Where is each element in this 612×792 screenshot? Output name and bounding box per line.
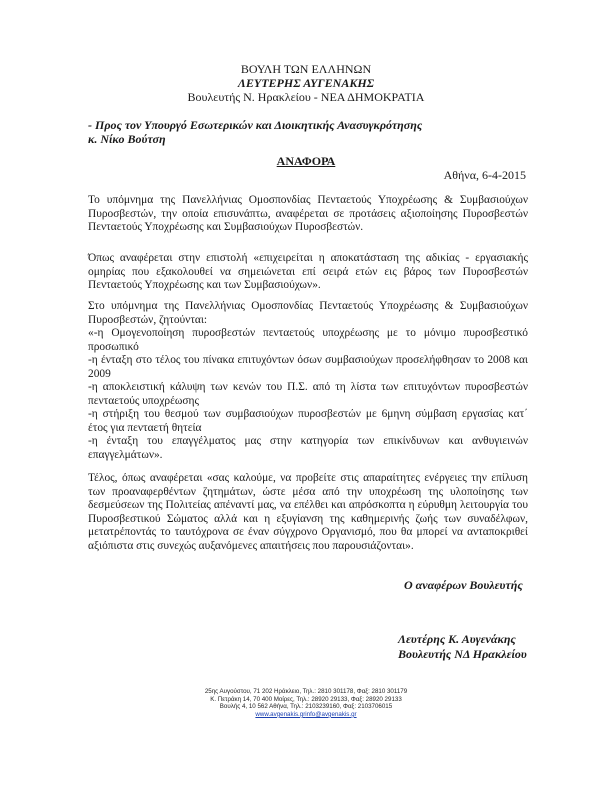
- paragraph-3-intro: Στο υπόμνημα της Πανελλήνιας Ομοσπονδίας Πενταετούς Υποχρέωσης & Συμβασιούχων Πυροσβεστών, ζητούνται:: [88, 300, 528, 326]
- footer-links: [0, 711, 612, 719]
- header-parliament: ΒΟΥΛΗ ΤΩΝ ΕΛΛΗΝΩΝ: [240, 62, 372, 76]
- footer: [0, 688, 612, 718]
- header-mp-name: ΛΕΥΤΕΡΗΣ ΑΥΓΕΝΑΚΗΣ: [237, 76, 375, 90]
- paragraph-4-text: Τέλος, όπως αναφέρεται «σας καλούμε, να προβείτε στις απαραίτητες ενέργειες την επίλυση των προαναφερθέντων ζητημάτων, ώστε μέσα από την υποχρέωση της υλοποίησης των δεσμεύσεων της Πολιτείας απέναντί μας, να επέλθει και απρόσκοπτα η εύρυθμη λειτουργία του Πυροσβεστικού Σώματος αλλά και η εξυγίανση της καθημερινής ζωής των συναδέλφων, μετατρέποντάς το ταυτόχρονα σε έναν σύγχρονο Οργανισμό, που θα μπορεί να ανταποκριθεί αξιόπιστα στις συνεχώς αυξανόμενες απαιτήσεις που παρουσιάζονται».: [88, 472, 528, 552]
- paragraph-2: [88, 252, 528, 293]
- footer-address-athens: Βουλής 4, 10 562 Αθήνα, Τηλ.: 2103239160, Φαξ: 2103706015: [219, 703, 393, 711]
- request-item-3: -η αποκλειστική κάλυψη των κενών του Π.Σ. από τη λίστα των επιτυχόντων πυροσβεστών πενταετούς υποχρέωσης: [88, 381, 528, 407]
- email-link[interactable]: info@avgenakis.gr: [305, 710, 357, 718]
- paragraph-1: [88, 194, 528, 235]
- paragraph-3: [88, 300, 528, 462]
- request-item-5: -η ένταξη του επαγγέλματος μας στην κατηγορία των επικίνδυνων και ανθυγιεινών επαγγελμάτων».: [88, 435, 528, 461]
- request-item-1: «-η Ομογενοποίηση πυροσβεστών πενταετούς υποχρέωσης με το μόνιμο πυροσβεστικό προσωπικό: [88, 327, 528, 353]
- recipient: [88, 118, 422, 146]
- closing-line: Ο αναφέρων Βουλευτής: [404, 578, 523, 592]
- signature-name: Λευτέρης Κ. Αυγενάκης: [398, 632, 516, 646]
- document-date: Αθήνα, 6-4-2015: [443, 168, 526, 182]
- paragraph-4: [88, 472, 528, 553]
- paragraph-2-text: Όπως αναφέρεται στην επιστολή «επιχειρείται η αποκατάσταση της αδικίας - εργασιακής ομηρίας που εξακολουθεί να σημειώνεται επί σειρά ετών εις βάρος των Πυροσβεστών Πενταετούς Υποχρέωσης και των Συμβασιούχων».: [88, 252, 528, 291]
- signature-block: [398, 632, 527, 661]
- signature-role: Βουλευτής ΝΔ Ηρακλείου: [398, 646, 527, 661]
- recipient-line-2: κ. Νίκο Βούτση: [88, 132, 166, 146]
- request-item-4: -η στήριξη του θεσμού των συμβασιούχων πυροσβεστών με 6μηνη σύμβαση εργασίας κατ΄ έτος για πενταετή θητεία: [88, 408, 528, 434]
- request-item-2: -η ένταξη στο τέλος του πίνακα επιτυχόντων όσων συμβασιούχων προσελήφθησαν το 2008 και 2009: [88, 354, 528, 380]
- footer-address-moires: Κ. Πετράκη 14, 70 400 Μοίρες, Τηλ.: 28920 29133, Φαξ: 28920 29133: [210, 695, 402, 703]
- website-link[interactable]: www.avgenakis.gr: [255, 710, 306, 718]
- recipient-line-1: - Προς τον Υπουργό Εσωτερικών και Διοικητικής Ανασυγκρότησης: [88, 118, 423, 132]
- footer-address-heraklion: 25ης Αυγούστου, 71 202 Ηράκλειο, Τηλ.: 2810 301178, Φαξ: 2810 301179: [204, 688, 408, 695]
- document-title: ΑΝΑΦΟΡΑ: [276, 154, 336, 168]
- paragraph-1-text: Το υπόμνημα της Πανελλήνιας Ομοσπονδίας Πενταετούς Υποχρέωσης & Συμβασιούχων Πυροσβεστών, την οποία επισυνάπτω, αναφέρεται σε προτάσεις αξιοποίησης Πυροσβεστών Πενταετούς Υποχρέωσης και Συμβασιούχων Πυροσβεστών.: [88, 194, 528, 233]
- header-mp-role: Βουλευτής Ν. Ηρακλείου - ΝΕΑ ΔΗΜΟΚΡΑΤΙΑ: [187, 90, 425, 104]
